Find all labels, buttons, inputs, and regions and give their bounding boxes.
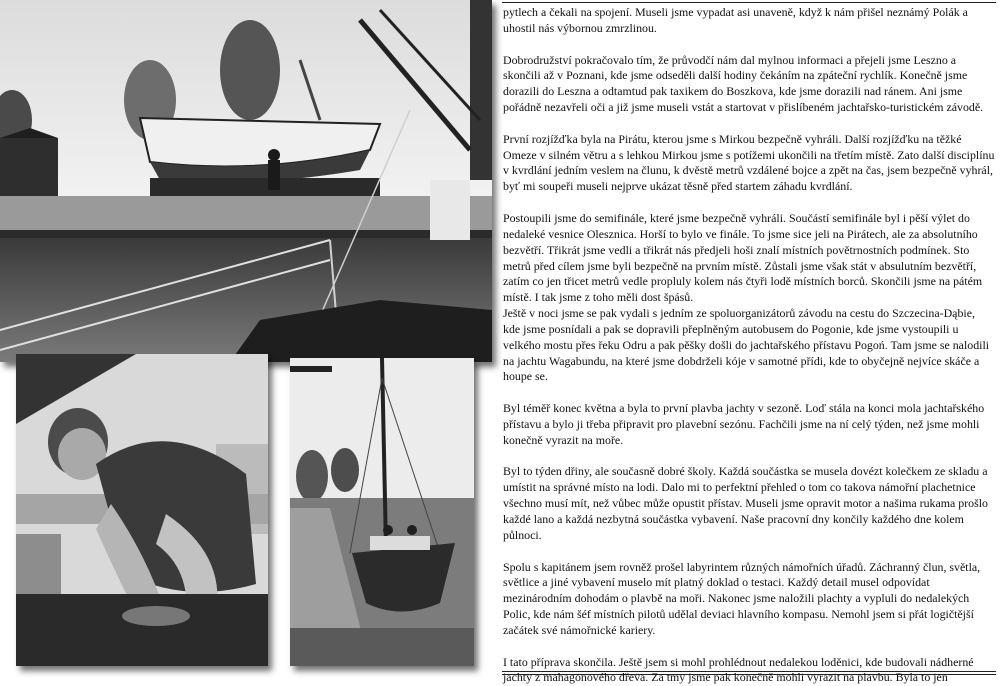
photo-yacht-slipway-image <box>0 0 492 362</box>
paragraph-8: Spolu s kapitánem jsem rovněž prošel labyrintem různých námořních úřadů. Záchranný člun, světla, světlice a jiné vybavení muselo mít platný doklad o testaci. Každý detail musel odpovídat mezinárodním dohodám o plavbě na moři. Nakonec jsme naložili plachty a vypluli do nedalekých Polic, kde nám šéf místních pilotů udělal deviaci hlavního kompasu. Nemohl jsem si přát logičtější začátek své námořnické kariery. <box>503 559 981 637</box>
photo-yacht-at-pier <box>290 358 474 666</box>
photo-yacht-at-pier-image <box>290 358 474 666</box>
paragraph-7: Byl to týden dřiny, ale současně dobré školy. Každá součástka se musela dovézt kolečkem ze skladu a umístit na správné místo na lodi. Dalo mi to perfektní přehled o tom co takova námořní plachetnice všechno musí mít, než vůbec může opustit přístav. Museli jsme opravit motor a našima rukama prošlo každé lano a každá nezbytná součástka vybavení. Naše pracovní dny končily každého dne kolem půlnoci. <box>503 464 988 542</box>
photo-man-repairing <box>16 354 268 666</box>
paragraph-3: První rozjížďka byla na Pirátu, kterou jsme s Mirkou bezpečně vyhráli. Další rozjížďku na těžké Omeze v silném větru a s lehkou Mirkou jsme s potížemi ukončili na třetím místě. Zato další disciplínu v kvrdlání jedním veslem na člunu, k dvěstě metrů vzdálené bojce a zpět na čas, jsem bezpečně vyhrál, byť mi soupeři museli nejprve ukázat těsně před startem záhadu kvrdlání. <box>503 131 995 194</box>
paragraph-5: Ještě v noci jsme se pak vydali s jedním ze spoluorganizátorů závodu na cestu do Szczecina-Dąbie, kde jsme posnídali a pak se dopravili přeplněným autobusem do Pogonie, kde jsme vystoupili u velkého mostu přes řeku Odru a pak pěšky došli do jachtařského přístavu Pogoń. Tam jsme se nalodili na jachtu Wagabundu, na které jsme dobdrželi kóje v samotné přídi, kde to obyčejně nejvíce skáče a houpe se. <box>503 306 990 384</box>
paragraph-1: pytlech a čekali na spojení. Museli jsme vypadat asi unaveně, když k nám přišel neznámý Polák a uhostil nás výbornou zmrzlinou. <box>503 5 968 35</box>
photo-yacht-slipway <box>0 0 492 362</box>
paragraph-6: Byl téměř konec května a byla to první plavba jachty v sezoně. Loď stála na konci mola jachtařského přístavu a bylo ji třeba připravit pro plavební sezónu. Fachčili jsme na ní celý týden, než jsme mohli konečně vyrazit na moře. <box>503 401 985 447</box>
paragraph-4: Postoupili jsme do semifinále, které jsme bezpečně vyhráli. Součástí semifinále byl i pěší výlet do nedaleké vesnice Olesznica. Horší to bylo ve finále. To jsme sice jeli na Pirátech, ale za absolutního bezvětří. Třikrát jsme vedli a třikrát nás předjeli hoši znalí místních povětrnostních podmínek. Sto metrů před cílem jsme byli bezpečně na prvním místě. Zůstali jsme však stát v absulutním bezvětří, zatím co jen třicet metrů vedle propluly kolem nás čtyři lodě místních borců. Skončili jsme na pátém místě. I tak jsme z toho měli dost špásů. <box>503 210 983 305</box>
paragraph-9: I tato příprava skončila. Ještě jsem si mohl prohlédnout nedalekou loděnici, kde budovali nádherné jachty z mahagonového dřeva. Za tmy jsme pak konečně mohli vyrazit na plavbu. Byla to jen <box>503 654 974 685</box>
article-text <box>503 5 995 685</box>
top-rule <box>502 2 996 3</box>
paragraph-2: Dobrodružství pokračovalo tím, že průvodčí nám dal mylnou informaci a přejeli jsme Leszno a skončili až v Poznani, kde jsme odseděli další hodiny čekáním na zpáteční rychlík. Konečně jsme dorazili do Leszna a odtamtud pak taxikem do Boszkova, kde jsme dorazili nad ránem. Ani jsme pořádně nezavřeli oči a již jsme museli vstát a startovat v přislíbeném jachtařsko-turistickém závodě. <box>503 52 984 115</box>
photo-man-repairing-image <box>16 354 268 666</box>
